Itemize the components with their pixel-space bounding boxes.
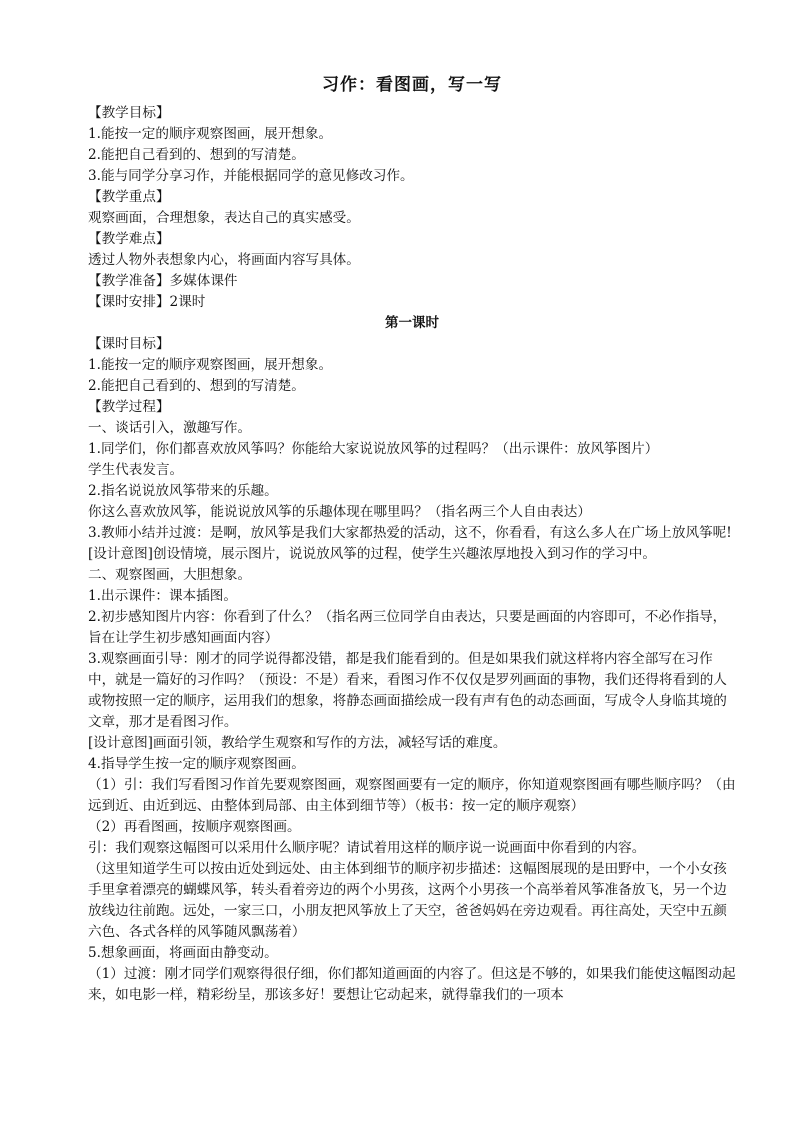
design-note-1: [设计意图]创设情境，展示图片，说说放风筝的过程，使学生兴趣浓厚地投入到习作的学习中。 (88, 546, 656, 562)
design-note-2: [设计意图]画面引领，教给学生观察和写作的方法，减轻写话的难度。 (88, 735, 507, 751)
goal-1: 1.能按一定的顺序观察图画，展开想象。 (88, 126, 333, 142)
step-1-item-3: 3.教师小结并过渡：是啊，放风筝是我们大家都热爱的活动，这不，你看看，有这么多人在广场上放风筝呢! (88, 525, 732, 541)
step-2-item-2: 2.初步感知图片内容：你看到了什么？（指名两三位同学自由表达，只要是画面的内容即可，不必作指导，旨在让学生初步感知画面内容） (88, 609, 727, 646)
step-2-sample-answer: （这里知道学生可以按由近处到远处、由主体到细节的顺序初步描述：这幅图展现的是田野中，一个小女孩手里拿着漂亮的蝴蝶风筝，转头看着旁边的两个小男孩，这两个小男孩一个高举着风筝准备放飞，另一个边放线边往前跑。远处，一家三口，小朋友把风筝放上了天空，爸爸妈妈在旁边观看。再往高处，天空中五颜六色、各式各样的风筝随风飘荡着） (88, 861, 727, 940)
step-2-item-4: 4.指导学生按一定的顺序观察图画。 (88, 756, 305, 772)
period-goal-2: 2.能把自己看到的、想到的写清楚。 (88, 378, 305, 394)
goal-3: 3.能与同学分享习作，并能根据同学的意见修改习作。 (88, 168, 414, 184)
difficulties-text: 透过人物外表想象内心，将画面内容写具体。 (88, 252, 360, 268)
goal-2: 2.能把自己看到的、想到的写清楚。 (88, 147, 305, 163)
step-1-item-1: 1.同学们，你们都喜欢放风筝吗？你能给大家说说放风筝的过程吗？（出示课件：放风筝图片） (88, 441, 659, 457)
heading-teaching-goals: 【教学目标】 (88, 105, 170, 121)
step-2-heading: 二、观察图画，大胆想象。 (88, 567, 252, 583)
step-2-prompt: 引：我们观察这幅图可以采用什么顺序呢？请试着用这样的顺序说一说画面中你看到的内容。 (88, 840, 646, 856)
section-title: 第一课时 (385, 315, 439, 331)
step-1-prompt: 你这么喜欢放风筝，能说说放风筝的乐趣体现在哪里吗？（指名两三个人自由表达） (88, 504, 591, 520)
document-title: 习作：看图画，写一写 (322, 75, 502, 95)
step-2-item-5-1: （1）过渡：刚才同学们观察得很仔细，你们都知道画面的内容了。但这是不够的，如果我们能使这幅图动起来，如电影一样，精彩纷呈，那该多好！要想让它动起来，就得靠我们的一项本 (88, 966, 736, 1003)
heading-difficulties: 【教学难点】 (88, 231, 170, 247)
step-1-response: 学生代表发言。 (88, 462, 184, 478)
step-1-heading: 一、谈话引入，激趣写作。 (88, 420, 252, 436)
heading-process: 【教学过程】 (88, 399, 170, 415)
preparation: 【教学准备】多媒体课件 (88, 273, 238, 289)
step-2-item-5: 5.想象画面，将画面由静变动。 (88, 945, 278, 961)
heading-key-points: 【教学重点】 (88, 189, 170, 205)
step-1-item-2: 2.指名说说放风筝带来的乐趣。 (88, 483, 278, 499)
step-2-item-3: 3.观察画面引导：刚才的同学说得都没错，都是我们能看到的。但是如果我们就这样将内容全部写在习作中，就是一篇好的习作吗？（预设：不是）看来，看图习作不仅仅是罗列画面的事物，我们还得将看到的人或物按照一定的顺序，运用我们的想象，将静态画面描绘成一段有声有色的动态画面，写成令人身临其境的文章，那才是看图习作。 (88, 651, 727, 730)
step-2-item-1: 1.出示课件：课本插图。 (88, 588, 237, 604)
lesson-body (88, 334, 736, 1006)
lesson-header-block (88, 103, 736, 313)
period-goal-1: 1.能按一定的顺序观察图画，展开想象。 (88, 357, 333, 373)
step-2-item-4-2: （2）再看图画，按顺序观察图画。 (88, 819, 301, 835)
heading-period-goals: 【课时目标】 (88, 336, 170, 352)
document-page (88, 70, 736, 1006)
key-points-text: 观察画面，合理想象，表达自己的真实感受。 (88, 210, 360, 226)
schedule: 【课时安排】2课时 (88, 294, 206, 310)
step-2-item-4-1: （1）引：我们写看图习作首先要观察图画，观察图画要有一定的顺序，你知道观察图画有哪些顺序吗？（由远到近、由近到远、由整体到局部、由主体到细节等）（板书：按一定的顺序观察） (88, 777, 736, 814)
